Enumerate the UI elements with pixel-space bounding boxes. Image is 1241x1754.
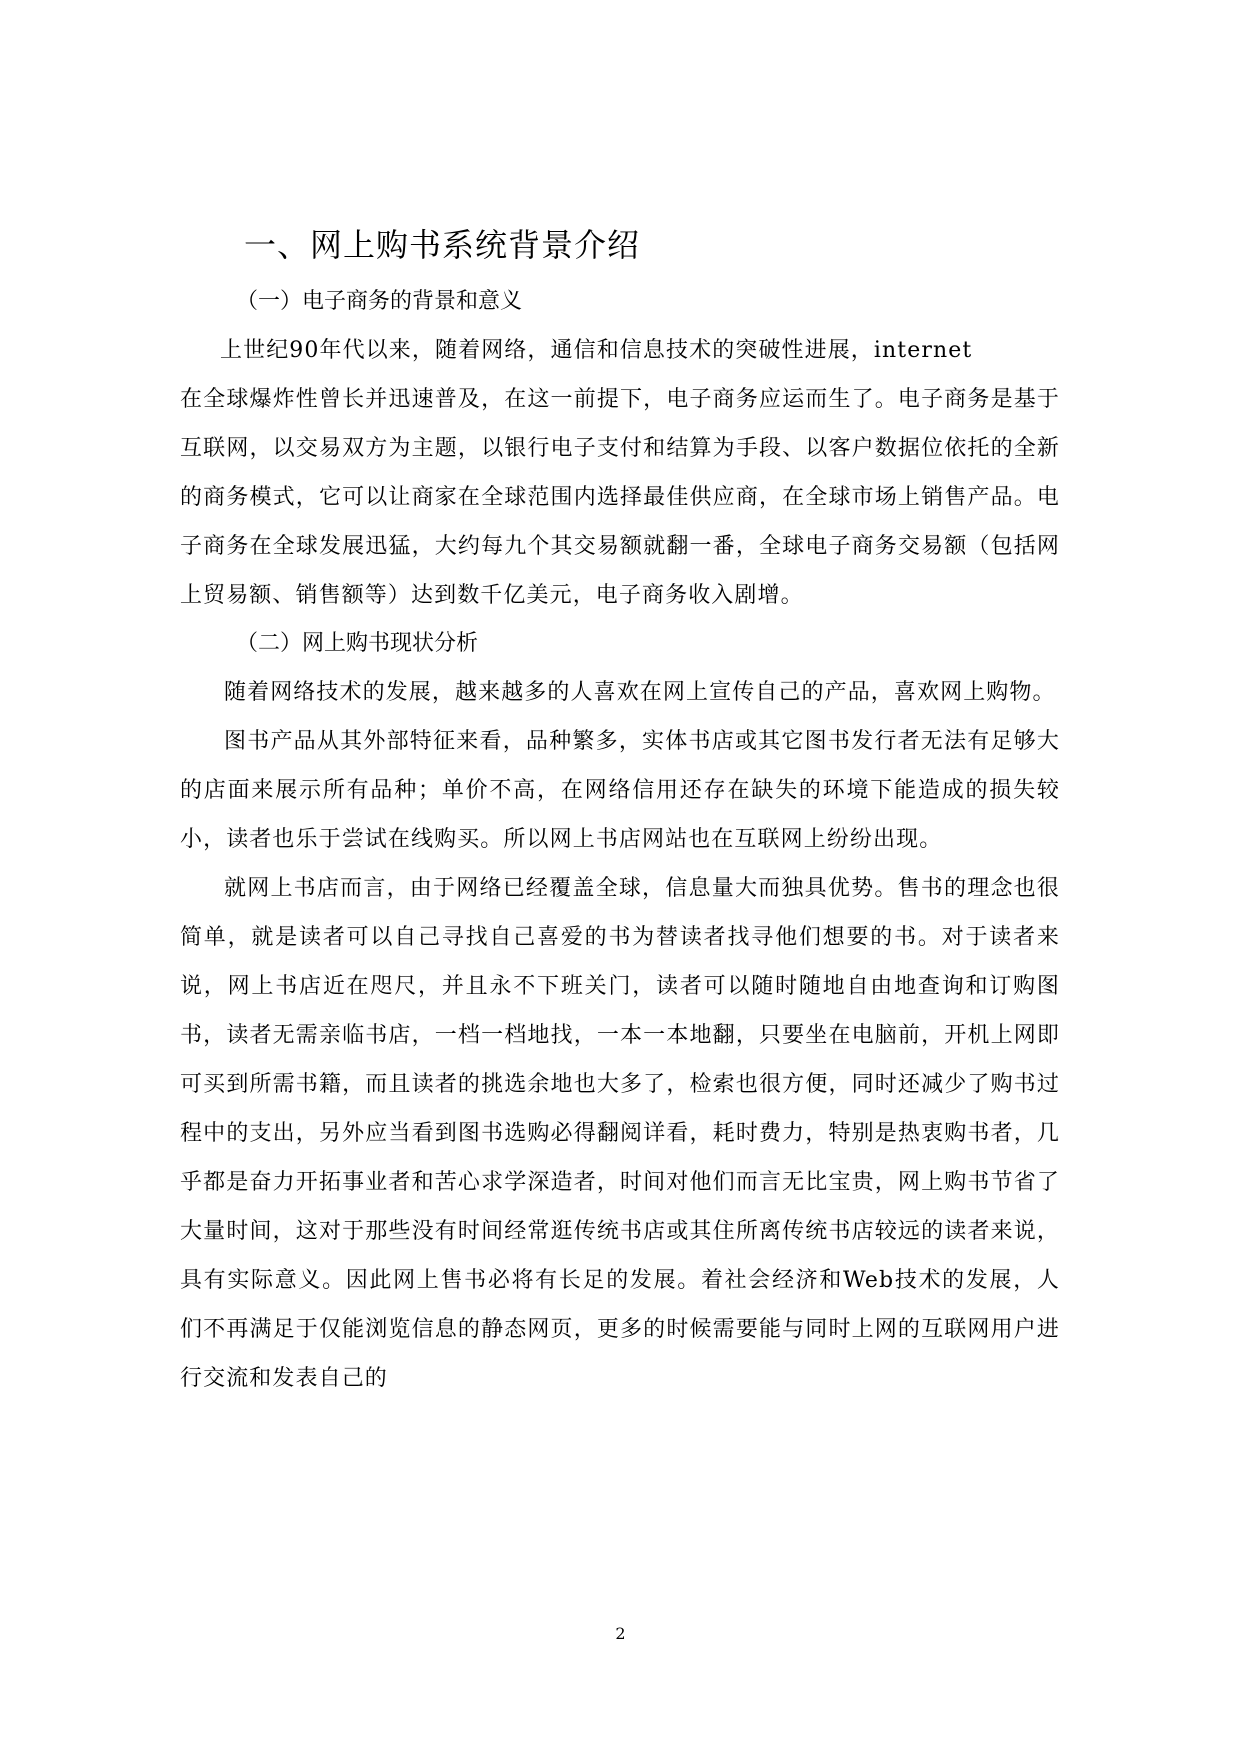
page-number: 2 — [615, 1624, 626, 1643]
paragraph-continued: 在全球爆炸性曾长并迅速普及，在这一前提下，电子商务应运而生了。电子商务是基于互联网，以交易双方为主题，以银行电子支付和结算为手段、以客户数据位依托的全新的商务模式，它可以让商家在全球范围内选择最佳供应商，在全球市场上销售产品。电子商务在全球发展迅猛，大约每九个其交易额就翻一番，全球电子商务交易额（包括网上贸易额、销售额等）达到数千亿美元，电子商务收入剧增。 — [180, 387, 1060, 608]
line-fragment: 上世纪90年代以来，随着网络，通信和信息技术的突破性进展，internet — [220, 338, 973, 363]
paragraph: 随着网络技术的发展，越来越多的人喜欢在网上宣传自己的产品，喜欢网上购物。 — [224, 680, 1056, 705]
chapter-title: 一、网上购书系统背景介绍 — [244, 226, 641, 264]
page-body — [180, 218, 1060, 1403]
section-heading: （二）网上购书现状分析 — [236, 631, 479, 656]
paragraph: 就网上书店而言，由于网络已经覆盖全球，信息量大而独具优势。售书的理念也很简单，就是读者可以自己寻找自己喜爱的书为替读者找寻他们想要的书。对于读者来说，网上书店近在咫尺，并且永不下班关门，读者可以随时随地自由地查询和订购图书，读者无需亲临书店，一档一档地找，一本一本地翻，只要坐在电脑前，开机上网即可买到所需书籍，而且读者的挑选余地也大多了，检索也很方便，同时还减少了购书过程中的支出，另外应当看到图书选购必得翻阅详看，耗时费力，特别是热衷购书者，几乎都是奋力开拓事业者和苦心求学深造者，时间对他们而言无比宝贵，网上购书节省了大量时间，这对于那些没有时间经常逛传统书店或其住所离传统书店较远的读者来说，具有实际意义。因此网上售书必将有长足的发展。着社会经济和Web技术的发展，人们不再满足于仅能浏览信息的静态网页，更多的时候需要能与同时上网的互联网用户进行交流和发表自己的 — [180, 876, 1060, 1391]
paragraph: 图书产品从其外部特征来看，品种繁多，实体书店或其它图书发行者无法有足够大的店面来展示所有品种；单价不高，在网络信用还存在缺失的环境下能造成的损失较小，读者也乐于尝试在线购买。所以网上书店网站也在互联网上纷纷出现。 — [180, 729, 1060, 852]
paragraph — [180, 326, 1060, 375]
section-heading: （一）电子商务的背景和意义 — [236, 289, 523, 314]
